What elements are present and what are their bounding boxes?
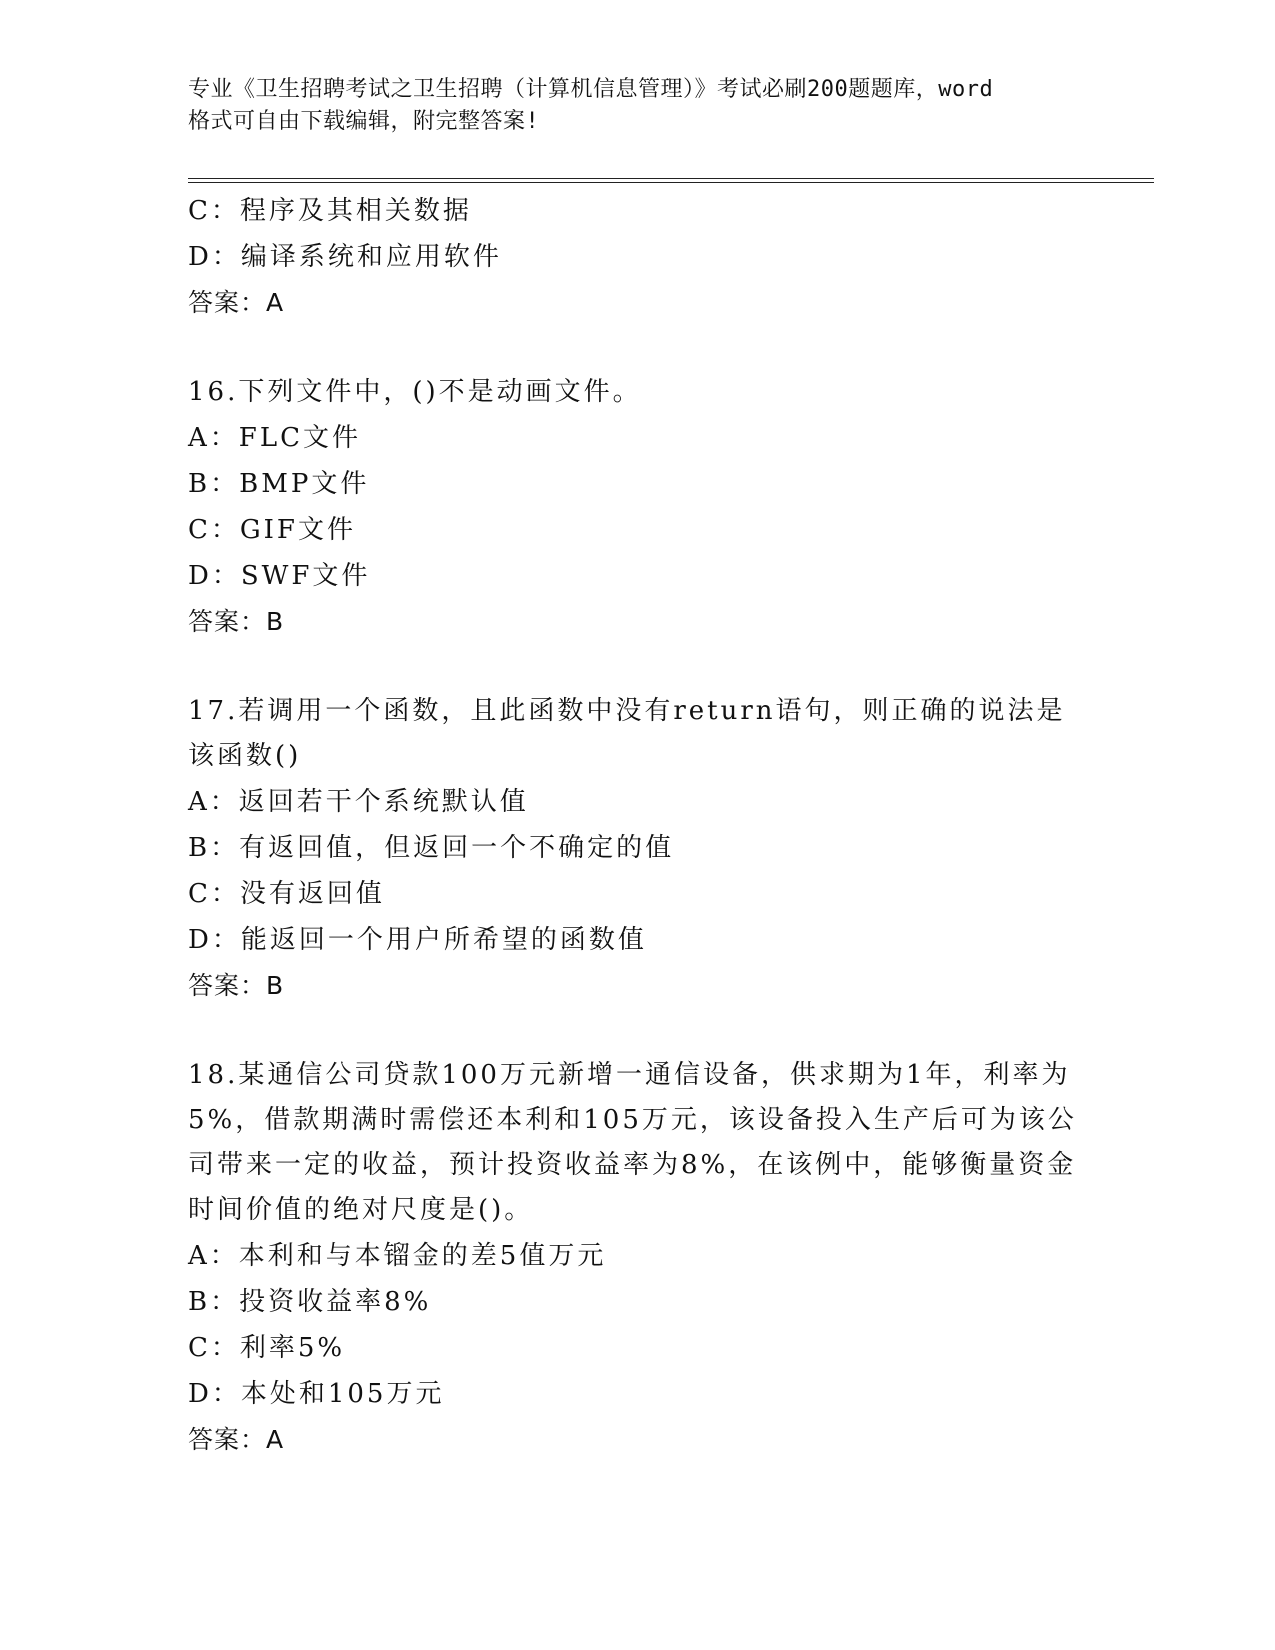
- option-d: D：SWF文件: [188, 561, 371, 591]
- question-block-15: [188, 188, 1088, 326]
- question-block-18: [188, 1053, 1088, 1463]
- option-a: A：本利和与本镏金的差5值万元: [188, 1241, 607, 1271]
- question-stem-line-4: 时间价值的绝对尺度是()。: [188, 1195, 534, 1225]
- header-line-1: 专业《卫生招聘考试之卫生招聘（计算机信息管理）》考试必刷200题题库，word: [188, 77, 994, 102]
- question-stem-line-3: 司带来一定的收益，预计投资收益率为8%，在该例中，能够衡量资金: [188, 1150, 1077, 1180]
- option-c: C：利率5%: [188, 1333, 346, 1363]
- header-divider: [188, 178, 1154, 183]
- option-b: B：投资收益率8%: [188, 1287, 432, 1317]
- option-a: A：FLC文件: [188, 423, 361, 453]
- question-stem-line-1: 18.某通信公司贷款100万元新增一通信设备，供求期为1年，利率为: [188, 1060, 1071, 1090]
- option-a: A：返回若干个系统默认值: [188, 787, 529, 817]
- question-stem-line-2: 该函数(): [188, 741, 302, 771]
- answer-line: 答案：B: [188, 607, 285, 636]
- option-d: D：本处和105万元: [188, 1379, 445, 1409]
- question-stem-line-2: 5%，借款期满时需偿还本利和105万元，该设备投入生产后可为该公: [188, 1105, 1077, 1135]
- question-stem-line-1: 17.若调用一个函数，且此函数中没有return语句，则正确的说法是: [188, 696, 1066, 726]
- option-d: D：编译系统和应用软件: [188, 242, 502, 272]
- question-block-17: [188, 689, 1088, 1009]
- document-header: [188, 74, 1088, 138]
- option-c: C：没有返回值: [188, 879, 385, 909]
- option-c: C：程序及其相关数据: [188, 196, 472, 226]
- header-line-2: 格式可自由下载编辑，附完整答案!: [188, 109, 540, 134]
- question-stem: 16.下列文件中，()不是动画文件。: [188, 377, 642, 407]
- answer-line: 答案：B: [188, 971, 285, 1000]
- option-b: B：BMP文件: [188, 469, 370, 499]
- option-d: D：能返回一个用户所希望的函数值: [188, 925, 647, 955]
- question-block-16: [188, 370, 1088, 645]
- answer-line: 答案：A: [188, 288, 285, 317]
- option-c: C：GIF文件: [188, 515, 356, 545]
- question-list: [188, 188, 1088, 1463]
- option-b: B：有返回值，但返回一个不确定的值: [188, 833, 675, 863]
- answer-line: 答案：A: [188, 1425, 285, 1454]
